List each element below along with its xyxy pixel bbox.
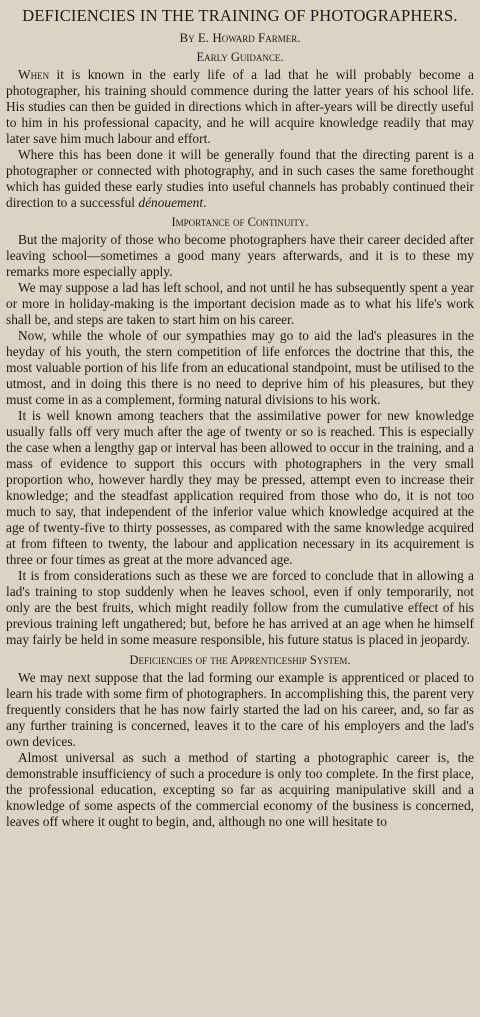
paragraph-text: Now, while the whole of our sympathies may go to aid the lad's pleasures in the heyday of his youth, the stern competition of life enforces the doctrine that this, the most valuable portion of his life from an educational standpoint, must be utilised to the utmost, and in doing this there is no need to deprive him of his pleasures, but they must come in as a complement, forming natural divisions to his work.	[6, 328, 474, 407]
section-heading-apprenticeship-system: Deficiencies of the Apprenticeship System.	[129, 653, 351, 667]
paragraph	[6, 232, 474, 280]
paragraph	[6, 408, 474, 568]
paragraph	[6, 67, 474, 147]
section-heading-importance-of-continuity: Importance of Continuity.	[171, 215, 309, 229]
paragraph-text: But the majority of those who become photographers have their career decided after leaving school—sometimes a good many years afterwards, and it is to these my remarks more especially apply.	[6, 232, 474, 279]
paragraph-text: We may suppose a lad has left school, and not until he has subsequently spent a year or more in holiday-making is the important decision made as to what his life's work shall be, and steps are taken to start him on his career.	[6, 280, 474, 327]
paragraph-text: It is from considerations such as these we are forced to conclude that in allowing a lad's training to stop suddenly when he leaves school, even if only temporarily, not only are the best fruits, which might readily follow from the cumulative effect of his previous training left ungathered; but, before he has arrived at an age when he himself may fairly be held in some measure responsible, his future status is placed in jeopardy.	[6, 568, 474, 647]
paragraph	[6, 750, 474, 830]
article-byline: By E. Howard Farmer.	[179, 30, 301, 45]
paragraph-lead-word: When	[18, 67, 50, 82]
paragraph	[6, 328, 474, 408]
paragraph-text: We may next suppose that the lad forming our example is apprenticed or placed to learn his trade with some firm of photographers. In accomplishing this, the parent very frequently considers that he has now fairly started the lad on his career, and, so far as any further training is concerned, leaves it to the care of his employers and the lad's own devices.	[6, 670, 474, 749]
paragraph	[6, 280, 474, 328]
paragraph	[6, 568, 474, 648]
paragraph-text: Where this has been done it will be generally found that the directing parent is a photographer or connected with photography, and in such cases the same forethought which has guided these early studies into useful channels has probably continued their direction to a successful	[6, 147, 474, 210]
paragraph-text: it is known in the early life of a lad that he will probably become a photographer, his training should commence during the latter years of his school life. His studies can then be guided in directions which in after-years will be directly useful to him in his professional capacity, and he will acquire knowledge readily that may later save him much labour and effort.	[6, 67, 474, 146]
paragraph	[6, 670, 474, 750]
article-title: DEFICIENCIES IN THE TRAINING OF PHOTOGRAPHERS.	[22, 6, 458, 25]
section-heading-early-guidance: Early Guidance.	[196, 50, 284, 64]
paragraph-text: It is well known among teachers that the assimilative power for new knowledge usually falls off very much after the age of twenty or so is reached. This is especially the case when a lengthy gap or interval has been allowed to occur in the training, and a mass of evidence to support this occurs with photographers in the very small proportion who, however hardly they may be pressed, attempt even to increase their knowledge; and the steadfast application required from those who do, it is not too much to say, that independent of the inferior value which knowledge acquired at the age of twenty-five to thirty possesses, as compared with the same knowledge acquired at from fifteen to twenty, the labour and application necessary in its acquirement is three or four times as great at the more advanced age.	[6, 408, 474, 567]
paragraph-italic-word: dénouement	[138, 195, 204, 210]
paragraph	[6, 147, 474, 211]
paragraph-text-tail: .	[203, 195, 207, 210]
paragraph-text: Almost universal as such a method of starting a photographic career is, the demonstrable insufficiency of such a procedure is only too complete. In the first place, the professional education, excepting so far as acquiring manipulative skill and a knowledge of some aspects of the commercial economy of the business is concerned, leaves off where it ought to begin, and, although no one will hesitate to	[6, 750, 474, 829]
